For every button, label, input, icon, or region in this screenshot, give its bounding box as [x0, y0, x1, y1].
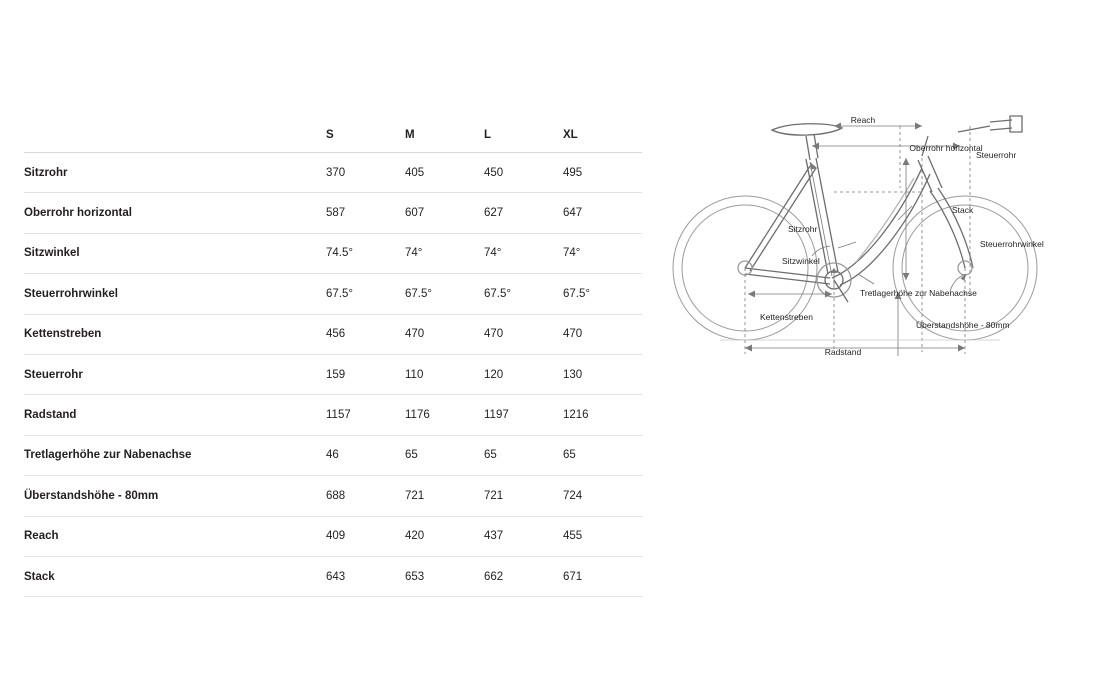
- column-header-size-s: S: [326, 118, 405, 153]
- cell-xl: 130: [563, 368, 583, 381]
- row-label: Sitzwinkel: [24, 247, 80, 260]
- label-kettenstreben: Kettenstreben: [760, 312, 813, 322]
- cell-m: 110: [405, 368, 424, 381]
- label-stack: Stack: [952, 205, 974, 215]
- row-label: Steuerrohr: [24, 368, 83, 381]
- cell-l: 67.5°: [484, 287, 511, 300]
- label-sitzrohr: Sitzrohr: [788, 224, 818, 234]
- cell-xl: 74°: [563, 247, 581, 260]
- table-row: [24, 354, 642, 394]
- label-reach: Reach: [850, 115, 876, 125]
- cell-l: 627: [484, 207, 504, 220]
- table-row: [24, 435, 642, 475]
- cell-s: 370: [326, 166, 346, 179]
- table-header-row: [24, 118, 642, 153]
- label-sitzwinkel: Sitzwinkel: [782, 256, 820, 266]
- cell-m: 67.5°: [405, 287, 432, 300]
- cell-l: 65: [484, 449, 497, 462]
- cell-m: 1176: [405, 409, 430, 422]
- cell-s: 643: [326, 570, 346, 583]
- cell-l: 470: [484, 328, 504, 341]
- table-row: [24, 193, 642, 233]
- table-row: [24, 314, 642, 354]
- cell-l: 120: [484, 368, 504, 381]
- label-radstand: Radstand: [824, 347, 862, 357]
- cell-s: 46: [326, 449, 339, 462]
- cell-m: 721: [405, 489, 425, 502]
- bike-geometry-diagram: [660, 96, 1100, 386]
- row-label: Radstand: [24, 409, 77, 422]
- cell-m: 405: [405, 166, 425, 179]
- label-steuerrohr: Steuerrohr: [976, 150, 1017, 160]
- cell-s: 67.5°: [326, 287, 353, 300]
- cell-l: 437: [484, 530, 504, 543]
- cell-s: 409: [326, 530, 346, 543]
- cell-l: 721: [484, 489, 504, 502]
- cell-xl: 1216: [563, 409, 589, 422]
- row-label: Steuerrohrwinkel: [24, 287, 118, 300]
- cell-xl: 455: [563, 530, 583, 543]
- table-row: [24, 274, 642, 314]
- column-header-measure: [24, 118, 326, 153]
- diagram-labels: [760, 115, 1044, 357]
- cell-l: 74°: [484, 247, 502, 260]
- row-label: Oberrohr horizontal: [24, 207, 132, 220]
- cell-m: 607: [405, 207, 425, 220]
- cell-l: 662: [484, 570, 504, 583]
- table-body: [24, 153, 642, 597]
- table-row: [24, 153, 642, 193]
- column-header-size-m: M: [405, 118, 484, 153]
- cell-xl: 65: [563, 449, 576, 462]
- row-label: Reach: [24, 530, 59, 543]
- column-header-size-l: L: [484, 118, 563, 153]
- cell-s: 456: [326, 328, 346, 341]
- cell-s: 1157: [326, 409, 351, 422]
- row-label: Kettenstreben: [24, 328, 102, 341]
- geometry-table: [24, 118, 642, 597]
- row-label: Sitzrohr: [24, 166, 68, 179]
- cell-xl: 724: [563, 489, 583, 502]
- label-tretlager: Tretlagerhöhe zur Nabenachse: [860, 288, 977, 298]
- label-ueberstand: Überstandshöhe - 80mm: [916, 320, 1010, 330]
- cell-s: 74.5°: [326, 247, 353, 260]
- cell-l: 450: [484, 166, 504, 179]
- row-label: Tretlagerhöhe zur Nabenachse: [24, 449, 192, 462]
- label-steuerrohrwinkel: Steuerrohrwinkel: [980, 239, 1044, 249]
- cell-m: 74°: [405, 247, 423, 260]
- table-row: [24, 233, 642, 273]
- cell-xl: 671: [563, 570, 583, 583]
- table-row: [24, 395, 642, 435]
- column-header-size-xl: XL: [563, 118, 642, 153]
- cell-s: 159: [326, 368, 346, 381]
- cell-l: 1197: [484, 409, 509, 422]
- row-label: Stack: [24, 570, 55, 583]
- cell-m: 420: [405, 530, 425, 543]
- cell-m: 65: [405, 449, 418, 462]
- table-row: [24, 476, 642, 516]
- table-header: [24, 118, 642, 153]
- cell-m: 470: [405, 328, 425, 341]
- row-label: Überstandshöhe - 80mm: [24, 489, 159, 502]
- cell-s: 688: [326, 489, 346, 502]
- cell-s: 587: [326, 207, 346, 220]
- cell-xl: 67.5°: [563, 287, 590, 300]
- table-row: [24, 516, 642, 556]
- cell-m: 653: [405, 570, 425, 583]
- cell-xl: 470: [563, 328, 583, 341]
- table-row: [24, 556, 642, 596]
- label-oberrohr: Oberrohr horizontal: [909, 143, 983, 153]
- cell-xl: 495: [563, 166, 583, 179]
- cell-xl: 647: [563, 207, 583, 220]
